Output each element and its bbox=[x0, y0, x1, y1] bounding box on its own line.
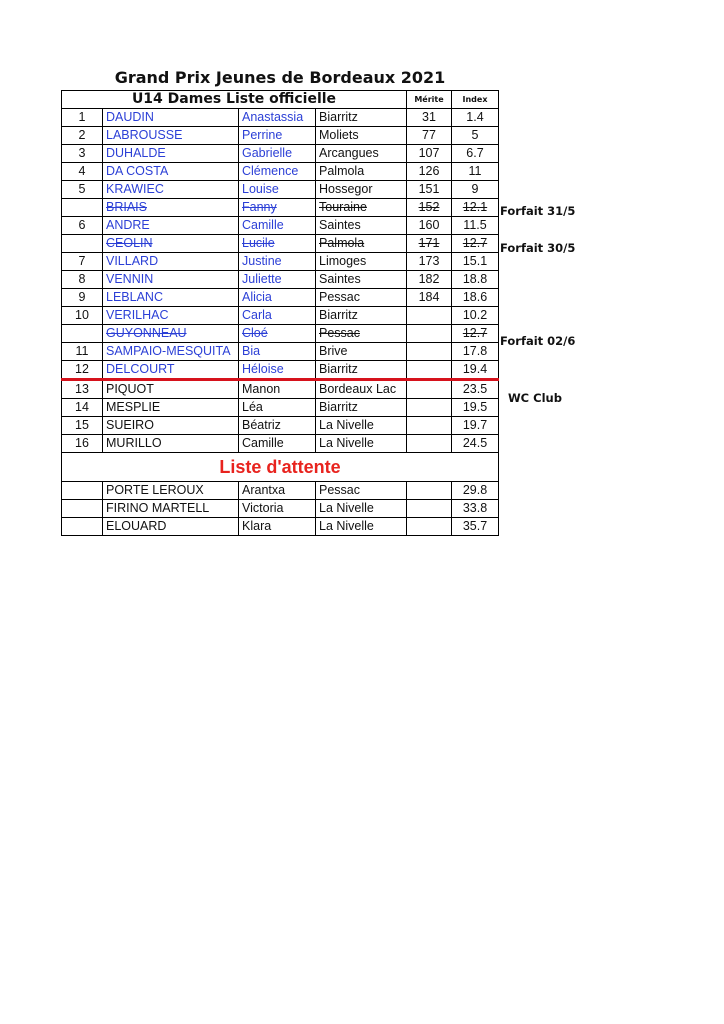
first-name-cell: Bia bbox=[239, 343, 316, 361]
rank-cell bbox=[62, 325, 103, 343]
index-cell: 23.5 bbox=[452, 380, 499, 399]
club-cell: Pessac bbox=[316, 482, 407, 500]
waitlist-row bbox=[62, 482, 499, 500]
club-cell: La Nivelle bbox=[316, 518, 407, 536]
merit-cell bbox=[407, 361, 452, 380]
forfait-note-3: Forfait 02/6 bbox=[500, 334, 576, 348]
club-cell: La Nivelle bbox=[316, 500, 407, 518]
table-row bbox=[62, 307, 499, 325]
waitlist-header-row bbox=[62, 453, 499, 482]
merit-cell bbox=[407, 380, 452, 399]
rank-cell: 4 bbox=[62, 163, 103, 181]
page-title: Grand Prix Jeunes de Bordeaux 2021 bbox=[114, 68, 446, 87]
waitlist-row bbox=[62, 518, 499, 536]
last-name-cell: VILLARD bbox=[103, 253, 239, 271]
first-name-cell: Alicia bbox=[239, 289, 316, 307]
table-row bbox=[62, 163, 499, 181]
table-row bbox=[62, 435, 499, 453]
club-cell: Hossegor bbox=[316, 181, 407, 199]
merit-header: Mérite bbox=[407, 91, 452, 109]
merit-cell bbox=[407, 518, 452, 536]
first-name-cell: Juliette bbox=[239, 271, 316, 289]
first-name-cell: Fanny bbox=[239, 199, 316, 217]
index-cell: 5 bbox=[452, 127, 499, 145]
club-cell: Biarritz bbox=[316, 307, 407, 325]
club-cell: Limoges bbox=[316, 253, 407, 271]
table-row bbox=[62, 235, 499, 253]
table-row bbox=[62, 253, 499, 271]
last-name-cell: FIRINO MARTELL bbox=[103, 500, 239, 518]
last-name-cell: VENNIN bbox=[103, 271, 239, 289]
last-name-cell: BRIAIS bbox=[103, 199, 239, 217]
rank-cell bbox=[62, 199, 103, 217]
club-cell: Biarritz bbox=[316, 399, 407, 417]
last-name-cell: PORTE LEROUX bbox=[103, 482, 239, 500]
index-cell: 35.7 bbox=[452, 518, 499, 536]
wc-club-note: WC Club bbox=[508, 391, 562, 405]
rank-cell: 13 bbox=[62, 380, 103, 399]
merit-cell: 77 bbox=[407, 127, 452, 145]
first-name-cell: Perrine bbox=[239, 127, 316, 145]
club-cell: La Nivelle bbox=[316, 417, 407, 435]
rank-cell bbox=[62, 500, 103, 518]
last-name-cell: DUHALDE bbox=[103, 145, 239, 163]
table-row bbox=[62, 325, 499, 343]
club-cell: Brive bbox=[316, 343, 407, 361]
last-name-cell: ELOUARD bbox=[103, 518, 239, 536]
last-name-cell: LEBLANC bbox=[103, 289, 239, 307]
index-cell: 6.7 bbox=[452, 145, 499, 163]
first-name-cell: Camille bbox=[239, 217, 316, 235]
merit-cell: 171 bbox=[407, 235, 452, 253]
index-cell: 18.6 bbox=[452, 289, 499, 307]
merit-cell: 182 bbox=[407, 271, 452, 289]
last-name-cell: SAMPAIO-MESQUITA bbox=[103, 343, 239, 361]
first-name-cell: Léa bbox=[239, 399, 316, 417]
last-name-cell: SUEIRO bbox=[103, 417, 239, 435]
list-subtitle: U14 Dames Liste officielle bbox=[62, 91, 407, 109]
rank-cell: 14 bbox=[62, 399, 103, 417]
index-cell: 12.7 bbox=[452, 325, 499, 343]
merit-cell bbox=[407, 500, 452, 518]
merit-cell bbox=[407, 325, 452, 343]
table-row bbox=[62, 217, 499, 235]
table-row bbox=[62, 181, 499, 199]
rank-cell: 8 bbox=[62, 271, 103, 289]
last-name-cell: VERILHAC bbox=[103, 307, 239, 325]
index-cell: 17.8 bbox=[452, 343, 499, 361]
waitlist-row bbox=[62, 500, 499, 518]
players-table bbox=[61, 90, 499, 536]
index-header: Index bbox=[452, 91, 499, 109]
index-cell: 11 bbox=[452, 163, 499, 181]
table-row bbox=[62, 271, 499, 289]
club-cell: Moliets bbox=[316, 127, 407, 145]
table-header-row bbox=[62, 91, 499, 109]
index-cell: 19.5 bbox=[452, 399, 499, 417]
index-cell: 15.1 bbox=[452, 253, 499, 271]
rank-cell bbox=[62, 518, 103, 536]
index-cell: 9 bbox=[452, 181, 499, 199]
index-cell: 19.7 bbox=[452, 417, 499, 435]
rank-cell: 15 bbox=[62, 417, 103, 435]
rank-cell: 7 bbox=[62, 253, 103, 271]
rank-cell: 12 bbox=[62, 361, 103, 380]
merit-cell bbox=[407, 435, 452, 453]
club-cell: Biarritz bbox=[316, 361, 407, 380]
merit-cell: 151 bbox=[407, 181, 452, 199]
rank-cell: 5 bbox=[62, 181, 103, 199]
forfait-note-2: Forfait 30/5 bbox=[500, 241, 576, 255]
last-name-cell: MURILLO bbox=[103, 435, 239, 453]
index-cell: 33.8 bbox=[452, 500, 499, 518]
forfait-note-1: Forfait 31/5 bbox=[500, 204, 576, 218]
first-name-cell: Cloé bbox=[239, 325, 316, 343]
club-cell: Arcangues bbox=[316, 145, 407, 163]
club-cell: La Nivelle bbox=[316, 435, 407, 453]
club-cell: Saintes bbox=[316, 271, 407, 289]
index-cell: 29.8 bbox=[452, 482, 499, 500]
index-cell: 12.1 bbox=[452, 199, 499, 217]
rank-cell bbox=[62, 235, 103, 253]
rank-cell bbox=[62, 482, 103, 500]
table-row bbox=[62, 380, 499, 399]
club-cell: Palmola bbox=[316, 235, 407, 253]
last-name-cell: PIQUOT bbox=[103, 380, 239, 399]
rank-cell: 10 bbox=[62, 307, 103, 325]
first-name-cell: Héloise bbox=[239, 361, 316, 380]
index-cell: 11.5 bbox=[452, 217, 499, 235]
table-row bbox=[62, 399, 499, 417]
last-name-cell: MESPLIE bbox=[103, 399, 239, 417]
table-row bbox=[62, 145, 499, 163]
club-cell: Bordeaux Lac bbox=[316, 380, 407, 399]
merit-cell: 184 bbox=[407, 289, 452, 307]
last-name-cell: ANDRE bbox=[103, 217, 239, 235]
first-name-cell: Victoria bbox=[239, 500, 316, 518]
merit-cell: 126 bbox=[407, 163, 452, 181]
last-name-cell: DELCOURT bbox=[103, 361, 239, 380]
club-cell: Biarritz bbox=[316, 109, 407, 127]
table-row bbox=[62, 417, 499, 435]
rank-cell: 2 bbox=[62, 127, 103, 145]
merit-cell bbox=[407, 307, 452, 325]
last-name-cell: GUYONNEAU bbox=[103, 325, 239, 343]
merit-cell: 152 bbox=[407, 199, 452, 217]
merit-cell bbox=[407, 417, 452, 435]
waitlist-title: Liste d'attente bbox=[62, 453, 499, 482]
last-name-cell: DAUDIN bbox=[103, 109, 239, 127]
rank-cell: 1 bbox=[62, 109, 103, 127]
last-name-cell: KRAWIEC bbox=[103, 181, 239, 199]
merit-cell: 31 bbox=[407, 109, 452, 127]
index-cell: 12.7 bbox=[452, 235, 499, 253]
first-name-cell: Lucile bbox=[239, 235, 316, 253]
table-row bbox=[62, 127, 499, 145]
index-cell: 24.5 bbox=[452, 435, 499, 453]
table-row bbox=[62, 289, 499, 307]
first-name-cell: Klara bbox=[239, 518, 316, 536]
merit-cell: 173 bbox=[407, 253, 452, 271]
first-name-cell: Clémence bbox=[239, 163, 316, 181]
first-name-cell: Carla bbox=[239, 307, 316, 325]
table-row bbox=[62, 361, 499, 380]
rank-cell: 16 bbox=[62, 435, 103, 453]
table-row bbox=[62, 199, 499, 217]
first-name-cell: Manon bbox=[239, 380, 316, 399]
first-name-cell: Justine bbox=[239, 253, 316, 271]
merit-cell bbox=[407, 399, 452, 417]
last-name-cell: DA COSTA bbox=[103, 163, 239, 181]
first-name-cell: Arantxa bbox=[239, 482, 316, 500]
table-row bbox=[62, 109, 499, 127]
table-row bbox=[62, 343, 499, 361]
merit-cell: 107 bbox=[407, 145, 452, 163]
club-cell: Touraine bbox=[316, 199, 407, 217]
merit-cell: 160 bbox=[407, 217, 452, 235]
club-cell: Palmola bbox=[316, 163, 407, 181]
last-name-cell: LABROUSSE bbox=[103, 127, 239, 145]
merit-cell bbox=[407, 482, 452, 500]
index-cell: 10.2 bbox=[452, 307, 499, 325]
rank-cell: 9 bbox=[62, 289, 103, 307]
first-name-cell: Louise bbox=[239, 181, 316, 199]
first-name-cell: Anastassia bbox=[239, 109, 316, 127]
first-name-cell: Gabrielle bbox=[239, 145, 316, 163]
first-name-cell: Béatriz bbox=[239, 417, 316, 435]
merit-cell bbox=[407, 343, 452, 361]
club-cell: Saintes bbox=[316, 217, 407, 235]
last-name-cell: CEOLIN bbox=[103, 235, 239, 253]
club-cell: Pessac bbox=[316, 289, 407, 307]
index-cell: 18.8 bbox=[452, 271, 499, 289]
club-cell: Pessac bbox=[316, 325, 407, 343]
first-name-cell: Camille bbox=[239, 435, 316, 453]
rank-cell: 3 bbox=[62, 145, 103, 163]
rank-cell: 11 bbox=[62, 343, 103, 361]
index-cell: 19.4 bbox=[452, 361, 499, 380]
rank-cell: 6 bbox=[62, 217, 103, 235]
index-cell: 1.4 bbox=[452, 109, 499, 127]
